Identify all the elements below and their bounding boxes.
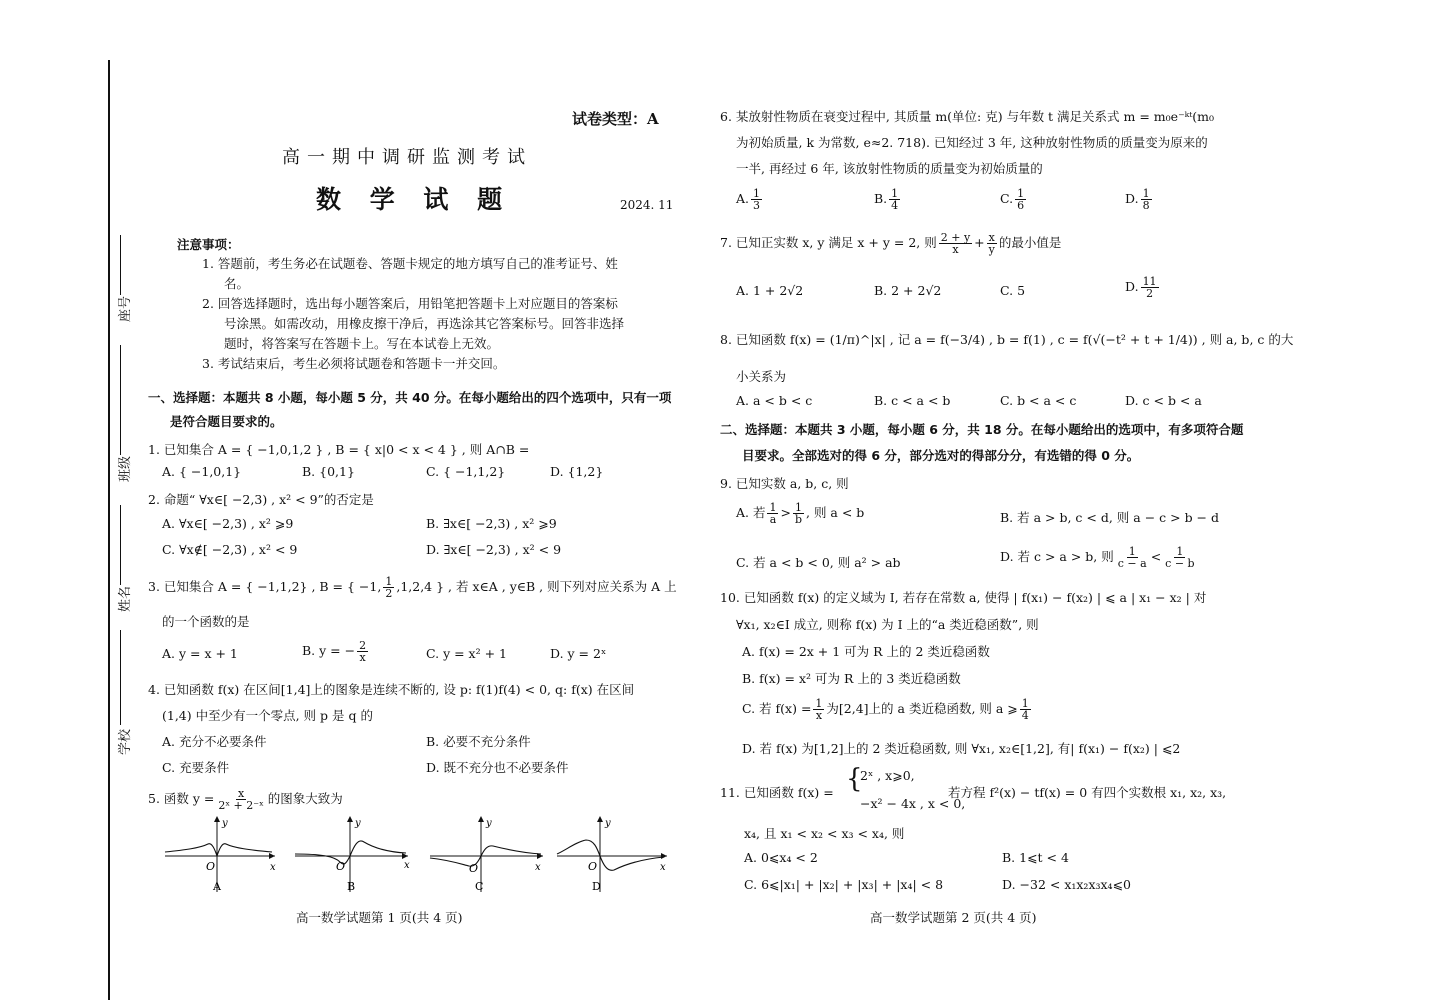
- q9-option-d: D. 若 c > a > b, 则 $\frac{1}{c - a}$ < $\frac{1}{c - b}$: [1000, 545, 1195, 570]
- axis-x-label: x: [660, 862, 666, 873]
- notice-item: 名。: [224, 276, 250, 291]
- q4-stem: 4. 已知函数 f(x) 在区间[1,4]上的图象是连续不断的, 设 p: f(1)f(4) < 0, q: f(x) 在区间: [148, 682, 635, 697]
- q8-option-a: A. a < b < c: [736, 393, 813, 408]
- q6-option-b: B. $\frac{1}{4}$: [874, 187, 899, 212]
- q9-option-b: B. 若 a > b, c < d, 则 a − c > b − d: [1000, 510, 1219, 525]
- q7-option-d: D. $\frac{11}{2}$: [1125, 275, 1157, 300]
- graph-label: B: [347, 880, 356, 893]
- q10-stem-cont: ∀x₁, x₂∈I 成立, 则称 f(x) 为 I 上的“a 类近稳函数”, 则: [736, 617, 1039, 632]
- notice-item: 号涂黑。如需改动，用橡皮擦干净后，再选涂其它答案标号。回答非选择: [224, 316, 625, 331]
- q3-option-a: A. y = x + 1: [162, 646, 238, 661]
- seat-label: 座号: [118, 295, 133, 322]
- q11-stem-cont: x₄, 且 x₁ < x₂ < x₃ < x₄, 则: [744, 826, 905, 841]
- q10-option-d: D. 若 f(x) 为[1,2]上的 2 类近稳函数, 则 ∀x₁, x₂∈[1,2], 有| f(x₁) − f(x₂) | ⩽2: [742, 741, 1181, 756]
- q7-option-a: A. 1 + 2√2: [736, 283, 804, 298]
- q2-option-d: D. ∃x∈[ −2,3) , x² < 9: [426, 542, 562, 557]
- q2-option-c: C. ∀x∉[ −2,3) , x² < 9: [162, 542, 298, 557]
- q9-option-c: C. 若 a < b < 0, 则 a² > ab: [736, 555, 901, 570]
- name-blank: [120, 505, 121, 585]
- q4-stem-cont: (1,4) 中至少有一个零点, 则 p 是 q 的: [162, 708, 373, 723]
- exam-date: 2024. 11: [620, 198, 674, 212]
- q2-option-a: A. ∀x∈[ −2,3) , x² ⩾9: [162, 516, 294, 531]
- graph-label: C: [475, 880, 484, 893]
- axis-y-label: y: [486, 818, 492, 829]
- q7-option-b: B. 2 + 2√2: [874, 283, 942, 298]
- q1-option-a: A. { −1,0,1}: [162, 464, 242, 479]
- graph-c: [430, 816, 543, 893]
- q6-stem-cont: 为初始质量, k 为常数, e≈2. 718). 已知经过 3 年, 这种放射性物质的质量变为原来的: [736, 135, 1208, 150]
- q11-option-d: D. −32 < x₁x₂x₃x₄⩽0: [1002, 877, 1131, 892]
- footer-left: 高一数学试题第 1 页(共 4 页): [296, 910, 463, 925]
- origin-label: O: [469, 862, 479, 875]
- q3-option-b: B. y = − $\frac{2}{x}$: [302, 639, 367, 664]
- q1-option-d: D. {1,2}: [550, 464, 604, 479]
- q6-stem: 6. 某放射性物质在衰变过程中, 其质量 m(单位: 克) 与年数 t 满足关系式 m = m₀e⁻ᵏᵗ(m₀: [720, 109, 1215, 124]
- axis-x-label: x: [535, 862, 541, 873]
- q3-option-c: C. y = x² + 1: [426, 646, 507, 661]
- notice-item: 1. 答题前，考生务必在试题卷、答题卡规定的地方填写自己的准考证号、姓: [202, 256, 618, 271]
- q6-stem-cont2: 一半, 再经过 6 年, 该放射性物质的质量变为初始质量的: [736, 161, 1043, 176]
- q8-option-d: D. c < b < a: [1125, 393, 1202, 408]
- q2-option-b: B. ∃x∈[ −2,3) , x² ⩾9: [426, 516, 557, 531]
- q8-stem-cont: 小关系为: [736, 369, 787, 384]
- graph-b: [295, 816, 410, 893]
- class-blank: [120, 345, 121, 455]
- fraction: $\frac{1}{2}$: [385, 575, 393, 600]
- origin-label: O: [206, 860, 216, 873]
- q5-graphs: [160, 812, 670, 894]
- graph-label: D: [592, 880, 601, 893]
- q9-stem: 9. 已知实数 a, b, c, 则: [720, 476, 849, 491]
- q4-option-b: B. 必要不充分条件: [426, 734, 531, 749]
- q4-option-d: D. 既不充分也不必要条件: [426, 760, 569, 775]
- graph-a: [165, 816, 276, 893]
- notice-item: 2. 回答选择题时，选出每小题答案后，用铅笔把答题卡上对应题目的答案标: [202, 296, 618, 311]
- q7-option-c: C. 5: [1000, 283, 1026, 298]
- school-label: 学校: [118, 728, 133, 755]
- q6-option-c: C. $\frac{1}{6}$: [1000, 187, 1025, 212]
- exam-title: 高一期中调研监测考试: [282, 147, 532, 168]
- q3-option-d: D. y = 2ˣ: [550, 646, 607, 661]
- q11-option-c: C. 6⩽|x₁| + |x₂| + |x₃| + |x₄| < 8: [744, 877, 944, 892]
- brace: {: [846, 764, 863, 794]
- q11-case1: 2ˣ , x⩾0,: [860, 768, 915, 783]
- notice-item: 题时，将答案写在答题卡上。写在本试卷上无效。: [224, 336, 500, 351]
- q10-option-b: B. f(x) = x² 可为 R 上的 3 类近稳函数: [742, 671, 961, 686]
- section2-heading-cont: 目要求。全部选对的得 6 分，部分选对的得部分分，有选错的得 0 分。: [742, 448, 1140, 463]
- graph-label: A: [213, 880, 221, 893]
- q11-case2: −x² − 4x , x < 0,: [860, 796, 966, 811]
- axis-y-label: y: [222, 818, 228, 829]
- q4-option-c: C. 充要条件: [162, 760, 230, 775]
- q2-stem: 2. 命题“ ∀x∈[ −2,3) , x² < 9”的否定是: [148, 492, 374, 507]
- q1-stem: 1. 已知集合 A = { −1,0,1,2 } , B = { x|0 < x < 4 } , 则 A∩B =: [148, 442, 530, 457]
- section1-heading-cont: 是符合题目要求的。: [170, 414, 283, 429]
- class-label: 班级: [118, 455, 133, 482]
- axis-x-label: x: [270, 862, 276, 873]
- origin-label: O: [336, 860, 346, 873]
- q5-stem: 5. 函数 y = $\frac{x}{\text{2ˣ + 2⁻ˣ}}$ 的图象大致为: [148, 787, 343, 812]
- q6-option-a: A. $\frac{1}{3}$: [736, 187, 761, 212]
- axis-x-label: x: [404, 860, 410, 871]
- q10-option-a: A. f(x) = 2x + 1 可为 R 上的 2 类近稳函数: [742, 644, 990, 659]
- name-label: 姓名: [118, 585, 133, 612]
- q6-option-d: D. $\frac{1}{8}$: [1125, 187, 1150, 212]
- q10-option-c: C. 若 f(x) = $\frac{1}{x}$ 为[2,4]上的 a 类近稳函数, 则 a ⩾ $\frac{1}{4}$: [742, 697, 1029, 722]
- q1-option-c: C. { −1,1,2}: [426, 464, 506, 479]
- q3-stem: 3. 已知集合 A = { −1,1,2} , B = { −1, $\frac{1}{2}$ ,1,2,4 } , 若 x∈A , y∈B , 则下列对应关系为 A 上: [148, 575, 677, 600]
- footer-right: 高一数学试题第 2 页(共 4 页): [870, 910, 1037, 925]
- section1-heading: 一、选择题：本题共 8 小题，每小题 5 分，共 40 分。在每小题给出的四个选项中，只有一项: [148, 390, 672, 405]
- origin-label: O: [588, 860, 598, 873]
- subject-title: 数 学 试 题: [316, 185, 513, 214]
- notice-heading: 注意事项：: [177, 237, 240, 252]
- q3-stem-cont: 的一个函数的是: [162, 614, 250, 629]
- school-blank: [120, 630, 121, 725]
- binding-line: [108, 60, 110, 1000]
- axis-y-label: y: [355, 818, 361, 829]
- q11-stem-a: 11. 已知函数 f(x) =: [720, 785, 834, 800]
- section2-heading: 二、选择题：本题共 3 小题，每小题 6 分，共 18 分。在每小题给出的选项中，有多项符合题: [720, 422, 1244, 437]
- q1-option-b: B. {0,1}: [302, 464, 355, 479]
- axis-y-label: y: [605, 818, 611, 829]
- q8-stem: 8. 已知函数 f(x) = (1/π)^|x| , 记 a = f(−3/4) , b = f(1) , c = f(√(−t² + t + 1/4)) , 则 a, b, c 的大: [720, 332, 1294, 347]
- q11-stem-b: 若方程 f²(x) − tf(x) = 0 有四个实数根 x₁, x₂, x₃,: [948, 785, 1227, 800]
- q7-stem: 7. 已知正实数 x, y 满足 x + y = 2, 则 $\frac{2 + y}{x}$ + $\frac{x}{y}$ 的最小值是: [720, 231, 1062, 256]
- q9-option-a: A. 若 $\frac{1}{a}$ > $\frac{1}{b}$ , 则 a < b: [736, 501, 865, 526]
- seat-blank: [120, 235, 121, 295]
- q8-option-b: B. c < a < b: [874, 393, 951, 408]
- paper-type: 试卷类型：A: [572, 110, 659, 128]
- q11-option-b: B. 1⩽t < 4: [1002, 850, 1069, 865]
- graph-d: [557, 816, 667, 893]
- q11-option-a: A. 0⩽x₄ < 2: [744, 850, 818, 865]
- notice-item: 3. 考试结束后，考生必须将试题卷和答题卡一并交回。: [202, 356, 506, 371]
- q10-stem: 10. 已知函数 f(x) 的定义域为 I, 若存在常数 a, 使得 | f(x₁) − f(x₂) | ⩽ a | x₁ − x₂ | 对: [720, 590, 1207, 605]
- q4-option-a: A. 充分不必要条件: [162, 734, 267, 749]
- q8-option-c: C. b < a < c: [1000, 393, 1077, 408]
